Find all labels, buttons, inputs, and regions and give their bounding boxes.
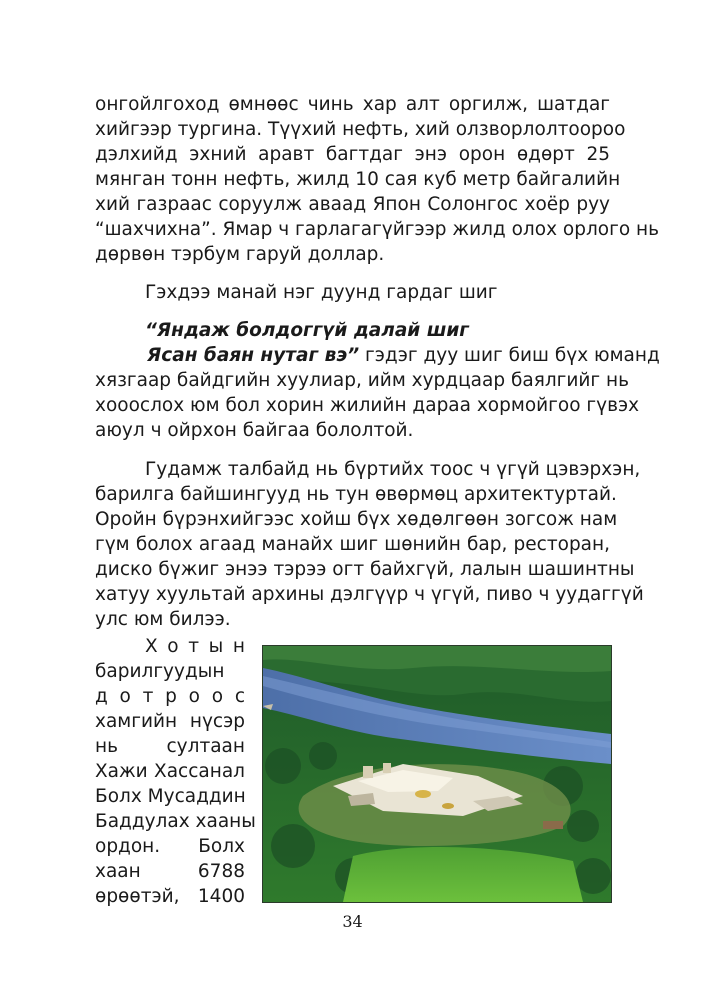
text-line-rest: гэдэг дуу шиг биш бүх юманд — [359, 345, 660, 366]
text-line: нь султаан — [95, 736, 245, 757]
text-line: Оройн бүрэнхийгээс хойш бүх хөдөлгөөн зогсож нам — [95, 509, 618, 530]
text-line: Баддулах хааны — [95, 811, 256, 832]
text-line: Х о т ы н — [145, 636, 245, 657]
text-line: дөрвөн тэрбум гаруй доллар. — [95, 244, 385, 265]
text-line: улс юм билээ. — [95, 609, 231, 630]
song-quote-line-1: “Яндаж болдоггүй далай шиг — [145, 320, 469, 341]
text-line: онгойлгоход өмнөөс чинь хар алт оргилж, шатдаг — [95, 94, 610, 115]
aerial-palace-photo — [262, 645, 612, 903]
text-line: хамгийн нүсэр — [95, 711, 245, 732]
text-line — [95, 343, 660, 368]
text-line: Хажи Хассанал — [95, 761, 245, 782]
page-number: 34 — [342, 912, 363, 931]
text-line: хийгээр тургина. Түүхий нефть, хий олзворлолтоороо — [95, 119, 626, 140]
paragraph-3 — [95, 318, 660, 443]
side-column-text — [95, 634, 256, 909]
text-line: дэлхийд эхний аравт багтдаг энэ орон өдөрт 25 — [95, 144, 610, 165]
text-line: хооослох юм бол хорин жилийн дараа хормойгоо гүвэх — [95, 395, 640, 416]
text-line: Гудамж талбайд нь бүртийх тоос ч үгүй цэвэрхэн, — [145, 459, 641, 480]
text-line: Болх Мусаддин — [95, 786, 246, 807]
text-line: Гэхдээ манай нэг дуунд гардаг шиг — [145, 282, 498, 303]
text-line: мянган тонн нефть, жилд 10 сая куб метр байгалийн — [95, 169, 621, 190]
text-line: хаан 6788 — [95, 861, 245, 882]
paragraph-4 — [95, 457, 644, 632]
text-line: барилга байшингууд нь тун өвөрмөц архитектуртай. — [95, 484, 617, 505]
text-line: аюул ч ойрхон байгаа бололтой. — [95, 420, 414, 441]
text-line: хатуу хуультай архины дэлгүүр ч үгүй, пиво ч уудаггүй — [95, 584, 644, 605]
text-line: хязгаар байдгийн хуулиар, ийм хурдцаар баялгийг нь — [95, 370, 630, 391]
text-line: гүм болох агаад манайх шиг шөнийн бар, ресторан, — [95, 534, 610, 555]
text-line: өрөөтэй, 1400 — [95, 886, 245, 907]
aerial-photo-illustration — [263, 646, 611, 902]
text-line: “шахчихна”. Ямар ч гарлагагүйгээр жилд олох орлого нь — [95, 219, 660, 240]
text-line: ордон. Болх — [95, 836, 245, 857]
text-line: диско бүжиг энээ тэрээ огт байхгүй, лалын шашинтны — [95, 559, 635, 580]
paragraph-1 — [95, 92, 660, 267]
text-line: хий газраас соруулж аваад Япон Солонгос хоёр руу — [95, 194, 610, 215]
song-quote-line-2: Ясан баян нутаг вэ” — [147, 345, 360, 366]
text-line: барилгуудын — [95, 661, 225, 682]
text-line: д о т р о о с — [95, 686, 245, 707]
paragraph-2 — [95, 280, 610, 305]
